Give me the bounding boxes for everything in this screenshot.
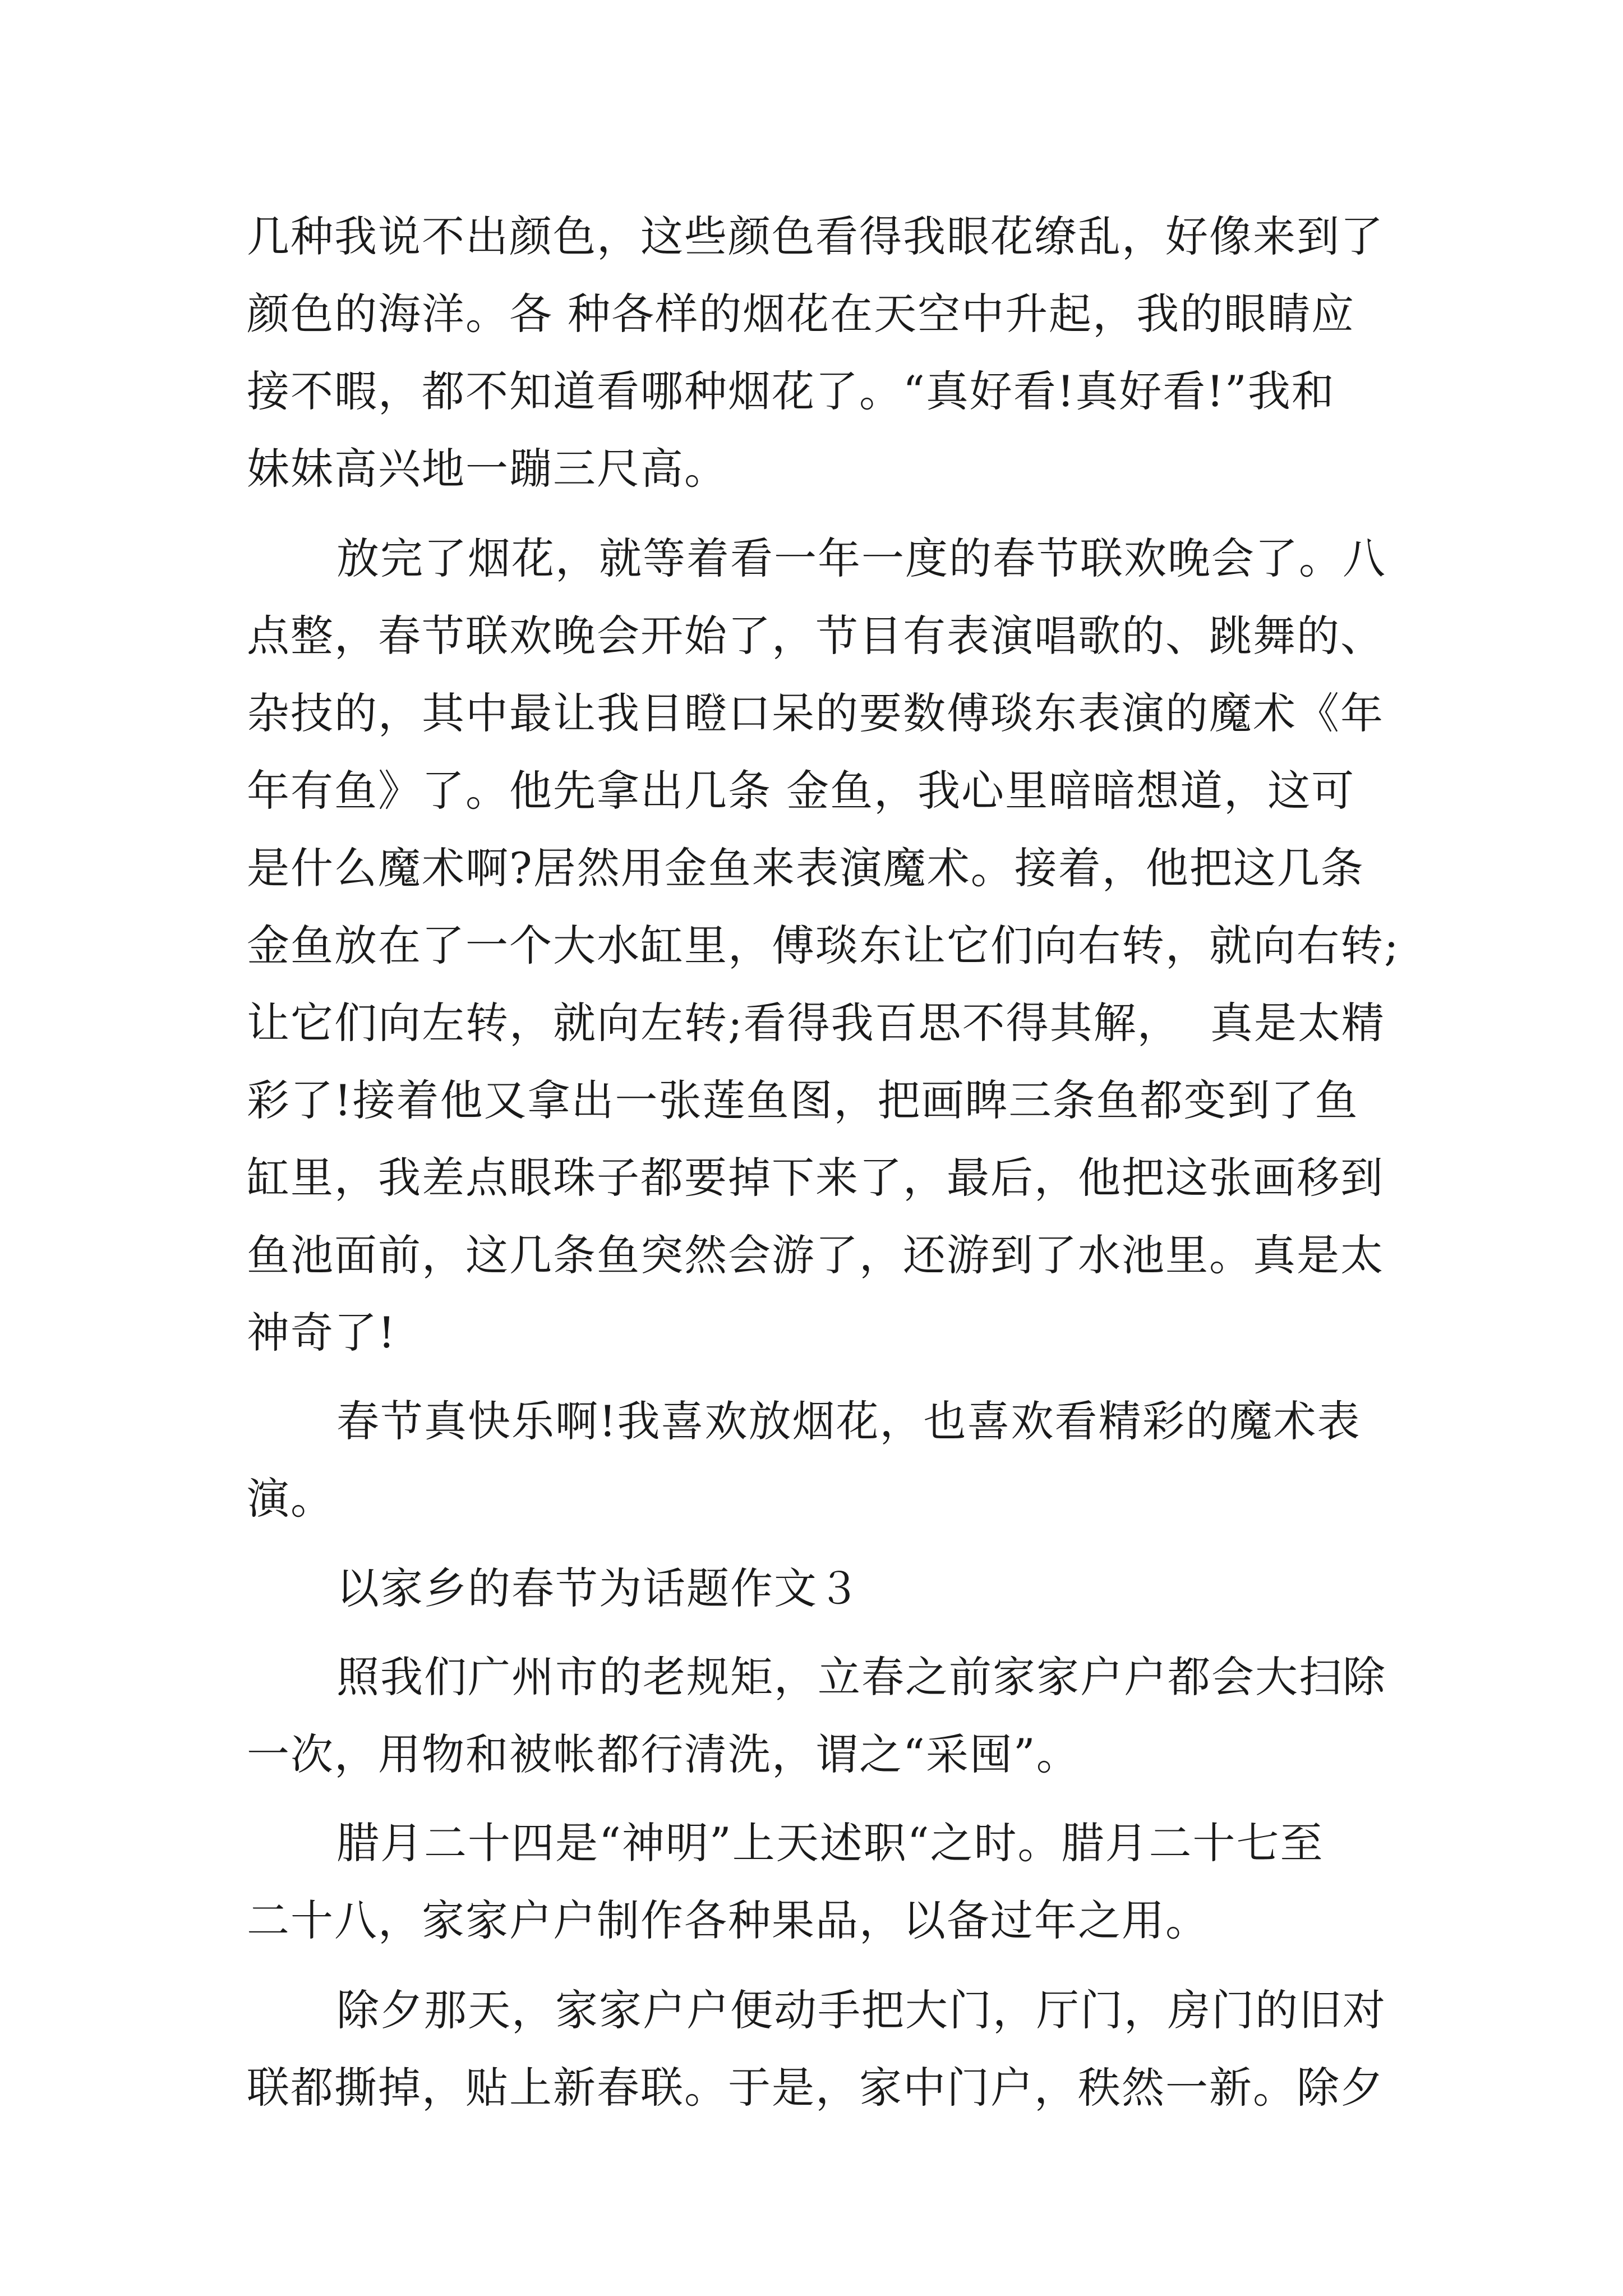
paragraph-line: 年有鱼》了。他先拿出几条 金鱼，我心里暗暗想道，这可 bbox=[247, 766, 1355, 816]
paragraph-line: 腊月二十四是“神明”上天述职“之时。腊月二十七至 bbox=[336, 1818, 1324, 1868]
paragraph-line: 一次，用物和被帐都行清洗，谓之“采囤”。 bbox=[247, 1729, 1080, 1779]
paragraph-line: 演。 bbox=[247, 1474, 334, 1524]
paragraph-line: 杂技的，其中最让我目瞪口呆的要数傅琰东表演的魔术《年 bbox=[247, 688, 1384, 738]
paragraph-line: 照我们广州市的老规矩，立春之前家家户户都会大扫除 bbox=[336, 1652, 1386, 1702]
paragraph-line: 几种我说不出颜色，这些颜色看得我眼花缭乱，好像来到了 bbox=[247, 211, 1384, 261]
paragraph-line: 彩了!接着他又拿出一张莲鱼图，把画睥三条鱼都变到了鱼 bbox=[247, 1075, 1359, 1125]
paragraph-line: 让它们向左转，就向左转;看得我百思不得其解， 真是太精 bbox=[247, 998, 1385, 1048]
paragraph-line: 接不暇，都不知道看哪种烟花了。“真好看!真好看!”我和 bbox=[247, 366, 1335, 416]
paragraph-line: 春节真快乐啊!我喜欢放烟花，也喜欢看精彩的魔术表 bbox=[336, 1396, 1361, 1446]
paragraph-line: 放完了烟花，就等着看一年一度的春节联欢晚会了。八 bbox=[336, 533, 1386, 583]
paragraph-line: 缸里，我差点眼珠子都要掉下来了，最后，他把这张画移到 bbox=[247, 1153, 1384, 1203]
paragraph-line: 除夕那天，家家户户便动手把大门，厅门，房门的旧对 bbox=[336, 1985, 1386, 2035]
paragraph-line: 神奇了! bbox=[247, 1308, 396, 1358]
paragraph-line: 联都撕掉，贴上新春联。于是，家中门户，秩然一新。除夕 bbox=[247, 2063, 1384, 2113]
paragraph-line: 点整，春节联欢晚会开始了，节目有表演唱歌的、跳舞的、 bbox=[247, 611, 1384, 661]
paragraph-line: 颜色的海洋。各 种各样的烟花在天空中升起，我的眼睛应 bbox=[247, 289, 1355, 339]
paragraph-line: 二十八，家家户户制作各种果品，以备过年之用。 bbox=[247, 1895, 1209, 1945]
paragraph-line: 鱼池面前，这几条鱼突然会游了，还游到了水池里。真是太 bbox=[247, 1230, 1384, 1280]
section-heading: 以家乡的春节为话题作文３ bbox=[336, 1563, 861, 1613]
paragraph-line: 金鱼放在了一个大水缸里，傅琰东让它们向右转，就向右转; bbox=[247, 921, 1400, 970]
paragraph-line: 妹妹高兴地一蹦三尺高。 bbox=[247, 444, 728, 494]
paragraph-line: 是什么魔术啊?居然用金鱼来表演魔术。接着，他把这几条 bbox=[247, 843, 1364, 893]
